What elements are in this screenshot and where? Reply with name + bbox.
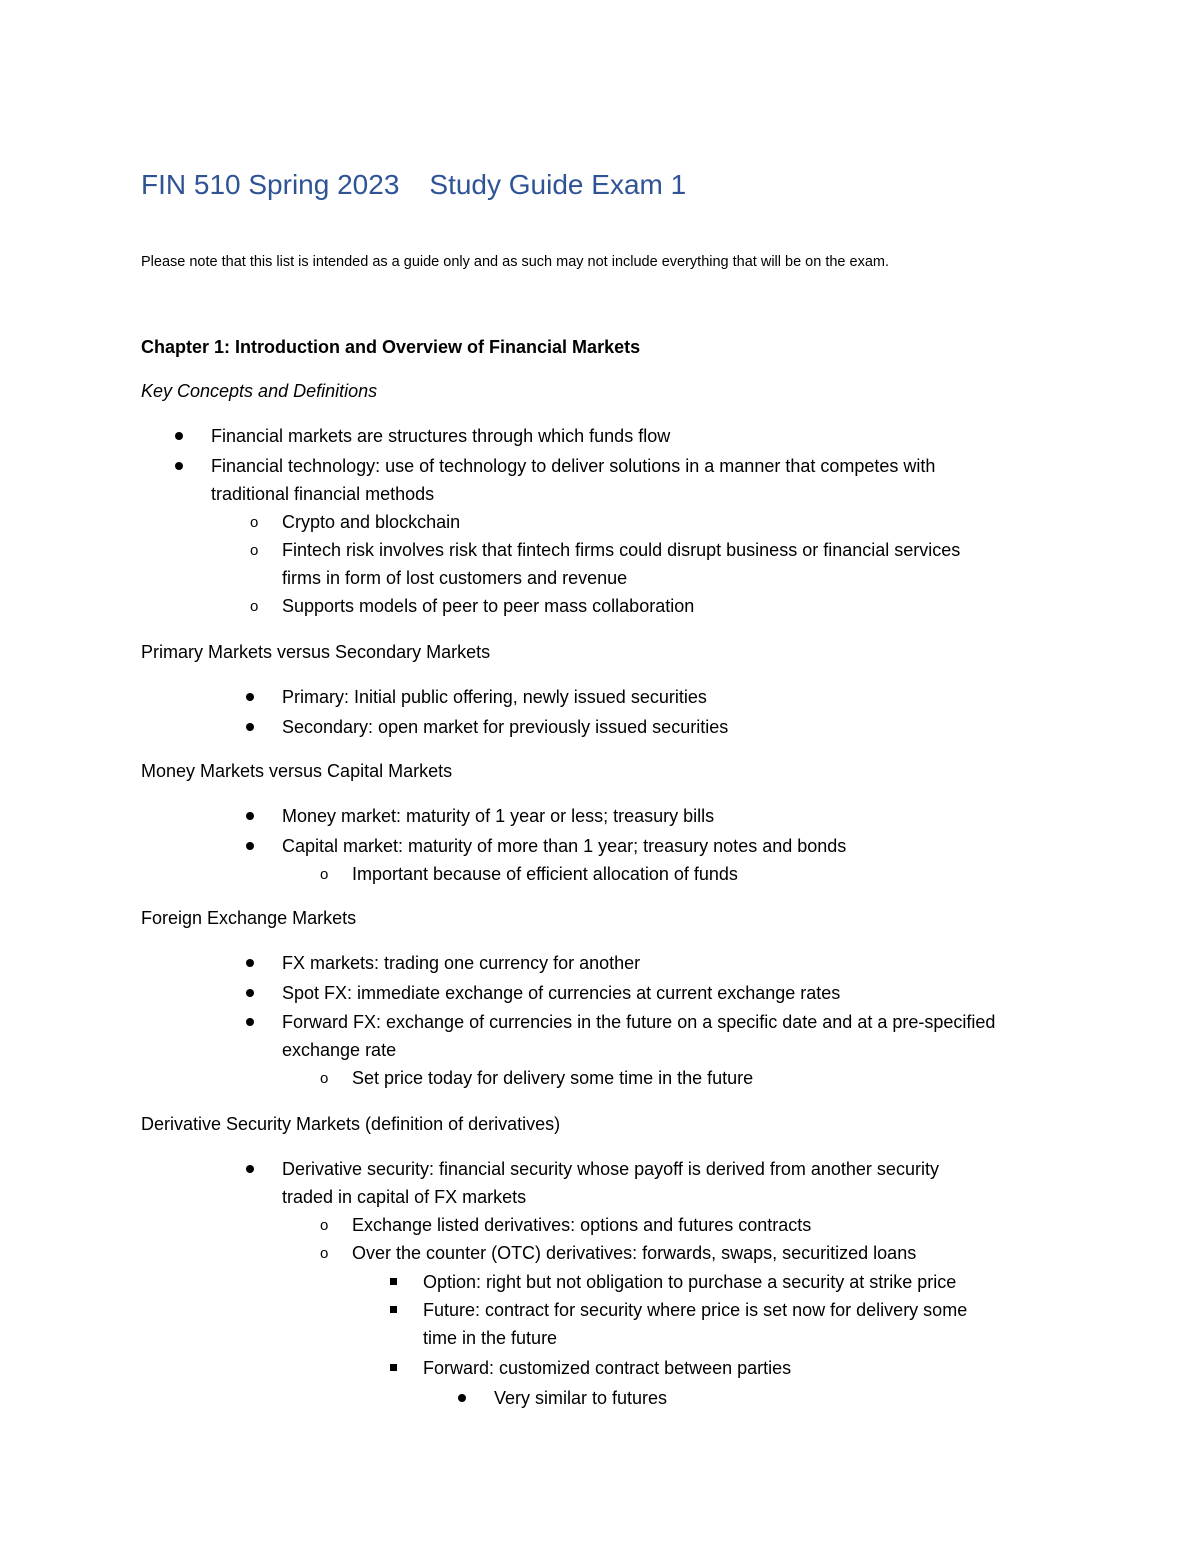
- list-item: Supports models of peer to peer mass collaboration: [282, 596, 695, 616]
- list-item-continued: traded in capital of FX markets: [282, 1187, 527, 1207]
- section-heading: Money Markets versus Capital Markets: [141, 761, 453, 781]
- list-item: Forward FX: exchange of currencies in the future on a specific date and at a pre-specified: [282, 1012, 996, 1032]
- list-item: Future: contract for security where price is set now for delivery some: [423, 1300, 968, 1320]
- list-item-continued: exchange rate: [282, 1040, 397, 1060]
- list-item: Important because of efficient allocation of funds: [352, 864, 738, 884]
- circle-bullet-icon: o: [320, 1070, 329, 1087]
- list-item: Capital market: maturity of more than 1 year; treasury notes and bonds: [282, 836, 847, 856]
- list-item: Forward: customized contract between parties: [423, 1358, 792, 1378]
- section-heading: Foreign Exchange Markets: [141, 908, 357, 928]
- bullet-dot: [246, 842, 254, 850]
- list-item: Set price today for delivery some time in the future: [352, 1068, 754, 1088]
- section-heading: Primary Markets versus Secondary Markets: [141, 642, 491, 662]
- circle-bullet-icon: o: [320, 866, 329, 883]
- list-item: Derivative security: financial security whose payoff is derived from another security: [282, 1159, 939, 1179]
- bullet-dot: [246, 693, 254, 701]
- list-item: Financial technology: use of technology to deliver solutions in a manner that competes with: [211, 456, 936, 476]
- bullet-dot: [246, 989, 254, 997]
- list-item: Financial markets are structures through which funds flow: [211, 426, 671, 446]
- square-bullet-icon: [390, 1278, 397, 1285]
- list-item-continued: traditional financial methods: [211, 484, 435, 504]
- list-item: Option: right but not obligation to purchase a security at strike price: [423, 1272, 957, 1292]
- bullet-dot: [246, 1018, 254, 1026]
- bullet-dot: [175, 462, 183, 470]
- circle-bullet-icon: o: [250, 598, 259, 615]
- list-item: Very similar to futures: [494, 1388, 668, 1408]
- list-item: Spot FX: immediate exchange of currencies at current exchange rates: [282, 983, 841, 1003]
- bullet-dot: [246, 1165, 254, 1173]
- circle-bullet-icon: o: [320, 1245, 329, 1262]
- page-title: [141, 166, 686, 204]
- square-bullet-icon: [390, 1364, 397, 1371]
- circle-bullet-icon: o: [250, 514, 259, 531]
- course-title: FIN 510 Spring 2023: [141, 169, 400, 200]
- key-concepts-heading: Key Concepts and Definitions: [141, 381, 378, 401]
- bullet-dot: [246, 723, 254, 731]
- guide-title: Study Guide Exam 1: [429, 169, 687, 200]
- list-item: Over the counter (OTC) derivatives: forwards, swaps, securitized loans: [352, 1243, 917, 1263]
- section-heading: Derivative Security Markets (definition of derivatives): [141, 1114, 561, 1134]
- list-item: Exchange listed derivatives: options and futures contracts: [352, 1215, 812, 1235]
- bullet-dot: [246, 959, 254, 967]
- list-item-continued: firms in form of lost customers and revenue: [282, 568, 628, 588]
- circle-bullet-icon: o: [250, 542, 259, 559]
- square-bullet-icon: [390, 1306, 397, 1313]
- list-item-continued: time in the future: [423, 1328, 558, 1348]
- list-item: Money market: maturity of 1 year or less; treasury bills: [282, 806, 715, 826]
- circle-bullet-icon: o: [320, 1217, 329, 1234]
- list-item: Crypto and blockchain: [282, 512, 461, 532]
- disclaimer-note: Please note that this list is intended as a guide only and as such may not include everything that will be on the exam.: [141, 254, 890, 270]
- bullet-dot: [175, 432, 183, 440]
- bullet-dot: [458, 1394, 466, 1402]
- list-item: FX markets: trading one currency for another: [282, 953, 641, 973]
- chapter-heading: Chapter 1: Introduction and Overview of Financial Markets: [141, 337, 641, 357]
- list-item: Secondary: open market for previously issued securities: [282, 717, 729, 737]
- list-item: Fintech risk involves risk that fintech firms could disrupt business or financial services: [282, 540, 961, 560]
- list-item: Primary: Initial public offering, newly issued securities: [282, 687, 707, 707]
- bullet-dot: [246, 812, 254, 820]
